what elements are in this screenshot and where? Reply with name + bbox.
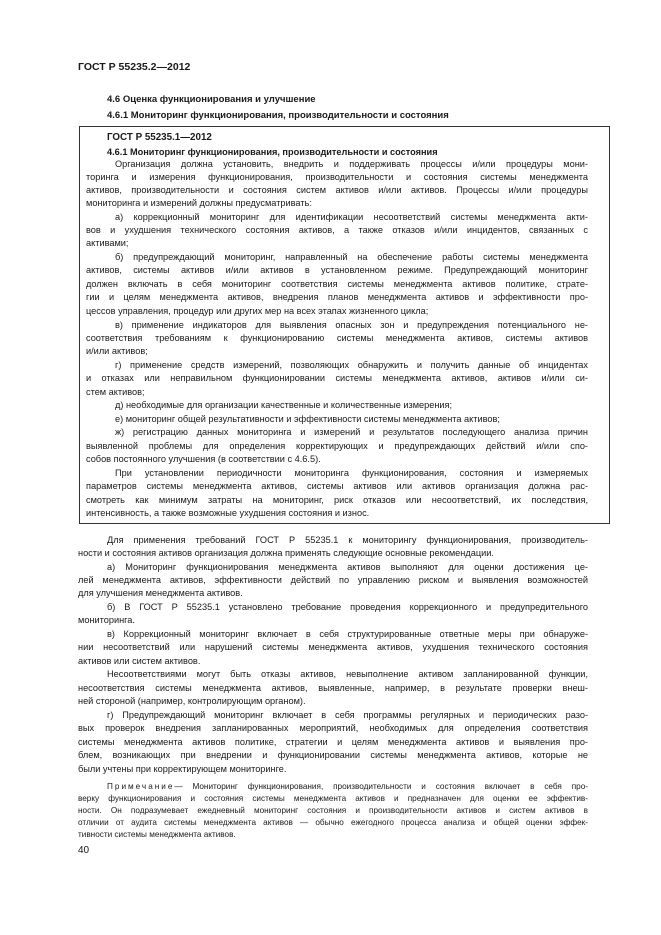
body-line: Несоответствиями могут быть отказы активов, невыполнение активом запланированной функции, — [107, 669, 588, 679]
box-line: торинга и измерения функционирования, производительности и состояния системы менеджмента — [86, 172, 588, 182]
box-line: вов и ухудшения технического состояния активов, а также отказов и/или инцидентов, связанных с — [86, 225, 588, 235]
box-line: активами; — [86, 238, 129, 248]
body-line: ней стороной (например, контролирующим органом). — [78, 696, 306, 706]
body-line: были учтены при корректирующем мониторинге. — [78, 764, 287, 774]
section-heading-4-6: 4.6 Оценка функционирования и улучшение — [107, 94, 316, 105]
box-line: активов, системы активов и/или активов в установленном режиме. Предупреждающий мониторинг — [86, 265, 588, 275]
box-line: активов, производительности и состояния систем активов и/или активов. Процессы и/или процедуры — [86, 185, 588, 195]
section-heading-4-6-1: 4.6.1 Мониторинг функционирования, производительности и состояния — [107, 110, 449, 121]
box-line: мониторинга и измерений должны предусматривать: — [86, 198, 312, 208]
note-first-line — [107, 781, 588, 793]
box-line: д) необходимые для организации качественные и количественные измерения; — [115, 400, 453, 410]
box-line: должен включать в себя мониторинг соответствия системы менеджмента активов политике, страте- — [86, 279, 588, 289]
box-line: собов постоянного улучшения (в соответствии с 4.6.5). — [86, 454, 321, 464]
box-line: б) предупреждающий мониторинг, направленный на обеспечение работы системы менеджмента — [115, 252, 588, 262]
body-line: г) Предупреждающий мониторинг включает в себя программы регулярных и периодических разо- — [107, 710, 588, 720]
body-line: несоответствия системы менеджмента активов, выявленные, например, в результате проверки внеш- — [78, 683, 588, 693]
body-line: мониторинга. — [78, 615, 135, 625]
body-line: блем, возникающих при внедрении и функционировании системы менеджмента активов, которые не — [78, 750, 588, 760]
box-line: параметров системы менеджмента активов, системы активов или активов организация должна рас- — [86, 481, 588, 491]
box-subtitle: 4.6.1 Мониторинг функционирования, производительности и состояния — [107, 147, 438, 157]
note-label: Примечание — [107, 782, 175, 791]
body-line: для улучшения менеджмента активов. — [78, 588, 243, 598]
body-line: б) В ГОСТ Р 55235.1 установлено требование проведения коррекционного и предупредительного — [107, 602, 588, 612]
box-line: в) применение индикаторов для выявления опасных зон и предупреждения потенциального не- — [115, 320, 588, 330]
note-line: тивности системы менеджмента активов. — [78, 830, 236, 839]
body-line: системы менеджмента активов политике, стратегии и целям менеджмента активов и выявления про- — [78, 737, 588, 747]
body-line: лей менеджмента активов, эффективности действий по управлению риском и выявления возможностей — [78, 575, 588, 585]
body-line: нии несоответствий или нарушений системы менеджмента активов, ухудшения технического состояния — [78, 642, 588, 652]
body-line: ности и состояния активов организация должна применять следующие основные рекомендации. — [78, 548, 494, 558]
box-line: соответствия требованиям к функционированию системы менеджмента активов, системы активов — [86, 333, 588, 343]
box-line: стем активов; — [86, 387, 145, 397]
note-line: ности. Он подразумевает ежедневный мониторинг состояния и производительности активов и систем активов в — [78, 806, 588, 815]
body-line: вых проверок внедрения запланированных мероприятий, необходимых для определения соответствия — [78, 723, 588, 733]
box-line: цессов управления, процедур или других мер на всех этапах жизненного цикла; — [86, 306, 429, 316]
box-line: ж) регистрацию данных мониторинга и измерений и результатов последующего анализа причин — [115, 427, 588, 437]
note-line: верку функционирования и состояния системы менеджмента активов и предназначен для оценки ее эффектив- — [78, 794, 588, 803]
note-line: — Мониторинг функционирования, производительности и состояния включает в себя про- — [174, 782, 588, 791]
body-line: Для применения требований ГОСТ Р 55235.1 к мониторингу функционирования, производитель- — [107, 535, 588, 545]
box-line: смотреть как минимум затраты на мониторинг, риск отказов или несоответствий, их последствия, — [86, 495, 588, 505]
page-number: 40 — [78, 845, 90, 856]
box-line: Организация должна установить, внедрить и поддерживать процессы и/или процедуры мони- — [115, 159, 588, 169]
box-line: г) применение средств измерений, позволяющих обнаружить и получить данные об инцидентах — [115, 360, 588, 370]
body-line: в) Коррекционный мониторинг включает в себя структурированные ответные меры при обнаруже- — [107, 629, 588, 639]
box-line: гии и целям менеджмента активов, внедрения планов менеджмента активов и эффективности про- — [86, 292, 588, 302]
box-line: выявленной проблемы для определения корректирующих и предупреждающих действий и/или спо- — [86, 441, 588, 451]
box-line: и отказах или неправильном функционировании системы менеджмента активов, активов и/или си- — [86, 373, 588, 383]
box-line: и/или активов; — [86, 346, 148, 356]
body-line: активов или систем активов. — [78, 656, 201, 666]
box-line: При установлении периодичности мониторинга функционирования, состояния и измеряемых — [115, 468, 588, 478]
note-line: отличии от аудита системы менеджмента активов — обычно ежегодного процесса анализа и общей оценки эффек- — [78, 818, 588, 827]
box-line: а) коррекционный мониторинг для идентификации несоответствий системы менеджмента акти- — [115, 212, 588, 222]
box-line: интенсивность, а также возможные ухудшения состояния и износ. — [86, 508, 370, 518]
body-line: а) Мониторинг функционирования менеджмента активов выполняют для оценки достижения це- — [107, 562, 588, 572]
box-line: е) мониторинг общей результативности и эффективности системы менеджмента активов; — [115, 414, 500, 424]
document-header: ГОСТ Р 55235.2—2012 — [78, 61, 191, 73]
box-reference-title: ГОСТ Р 55235.1—2012 — [107, 132, 212, 143]
